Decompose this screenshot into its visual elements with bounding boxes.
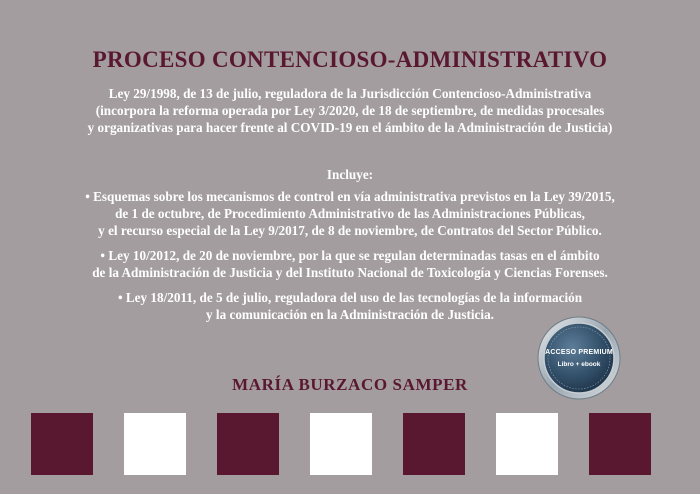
includes-item [0,247,700,281]
badge-sublabel: Libro + ebook [557,360,601,368]
subtitle-line: (incorpora la reforma operada por Ley 3/2020, de 18 de septiembre, de medidas procesales [95,103,605,118]
includes-item-line: y la comunicación en la Administración de Justicia. [206,307,494,322]
includes-item-line: y el recurso especial de la Ley 9/2017, de 8 de noviembre, de Contratos del Sector Público. [98,223,602,238]
badge-label: ACCESO PREMIUM [545,348,613,356]
includes-item-line: de la Administración de Justicia y del Instituto Nacional de Toxicología y Ciencias Forenses. [92,265,608,280]
decorative-square-light [310,413,372,475]
decorative-square-dark [217,413,279,475]
cover-title: PROCESO CONTENCIOSO-ADMINISTRATIVO [92,47,608,72]
includes-item-line: • Ley 18/2011, de 5 de julio, reguladora del uso de las tecnologías de la información [117,290,583,305]
cover-subtitle [0,85,700,136]
decorative-square-dark [31,413,93,475]
author-name: MARÍA BURZACO SAMPER [232,375,468,394]
includes-item-line: • Esquemas sobre los mecanismos de control en vía administrativa previstos en la Ley 39/2015, [85,189,615,204]
decorative-square-light [496,413,558,475]
includes-item-line: • Ley 10/2012, de 20 de noviembre, por la que se regulan determinadas tasas en el ámbito [100,248,600,263]
includes-item-line: de 1 de octubre, de Procedimiento Administrativo de las Administraciones Públicas, [115,206,585,221]
decorative-square-light [124,413,186,475]
decorative-square-dark [589,413,651,475]
decorative-squares [0,413,700,475]
subtitle-line: Ley 29/1998, de 13 de julio, reguladora de la Jurisdicción Contencioso-Administrativa [108,86,592,101]
includes-heading: Incluye: [326,167,374,182]
decorative-square-dark [403,413,465,475]
includes-list [0,188,700,331]
subtitle-line: y organizativas para hacer frente al COVID-19 en el ámbito de la Administración de Justicia) [87,120,613,135]
includes-item [0,188,700,239]
